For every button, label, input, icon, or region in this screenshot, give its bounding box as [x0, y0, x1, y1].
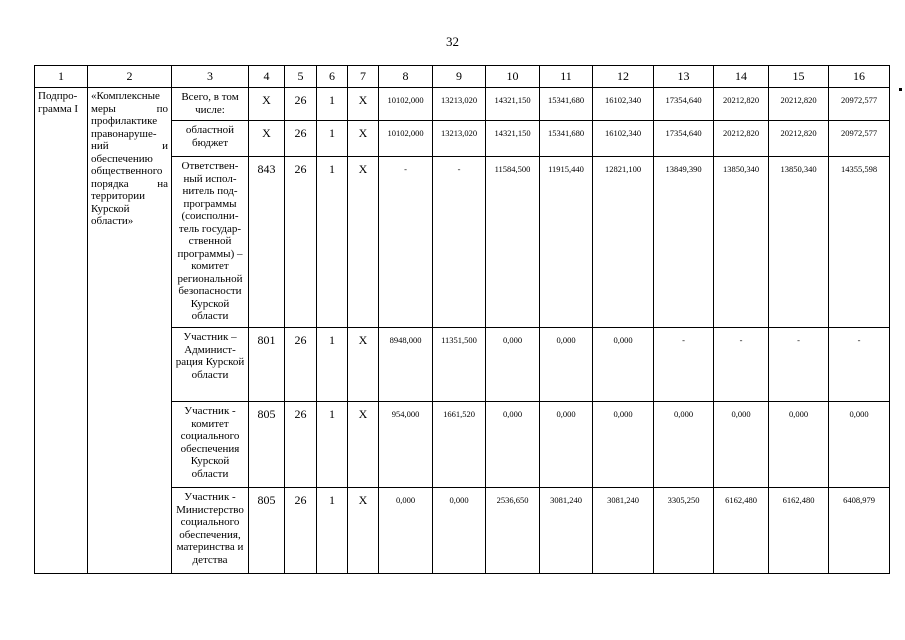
code-cell: Х	[348, 157, 379, 328]
header-cell: 11	[540, 66, 593, 88]
subprogram-label: Подпро-грамма I	[35, 88, 88, 574]
value-cell: 10102,000	[379, 121, 433, 157]
header-cell: 12	[593, 66, 654, 88]
value-cell: 0,000	[540, 402, 593, 488]
value-cell: 0,000	[593, 328, 654, 402]
page-number: 32	[446, 34, 459, 49]
value-cell: 0,000	[486, 402, 540, 488]
value-cell: -	[714, 328, 769, 402]
value-cell: 0,000	[486, 328, 540, 402]
code-cell: 26	[285, 488, 317, 574]
value-cell: 20212,820	[769, 88, 829, 121]
code-cell: 1	[317, 488, 348, 574]
value-cell: 15341,680	[540, 121, 593, 157]
value-cell: 16102,340	[593, 88, 654, 121]
code-cell: 805	[249, 488, 285, 574]
value-cell: 0,000	[829, 402, 890, 488]
code-cell: Х	[348, 328, 379, 402]
value-cell: 6408,979	[829, 488, 890, 574]
value-cell: -	[769, 328, 829, 402]
value-cell: 13849,390	[654, 157, 714, 328]
subprogram-description: «Комплексные меры по профилактике правонаруше-ний и обеспечению общественного порядка на территории Курской области»	[88, 88, 172, 574]
value-cell: 1661,520	[433, 402, 486, 488]
header-cell: 6	[317, 66, 348, 88]
value-cell: 6162,480	[714, 488, 769, 574]
code-cell: 1	[317, 328, 348, 402]
header-cell: 16	[829, 66, 890, 88]
value-cell: 12821,100	[593, 157, 654, 328]
value-cell: 20212,820	[769, 121, 829, 157]
executor-cell: Участник - комитет социального обеспечения Курской области	[172, 402, 249, 488]
value-cell: -	[379, 157, 433, 328]
header-cell: 7	[348, 66, 379, 88]
value-cell: 13213,020	[433, 121, 486, 157]
code-cell: 843	[249, 157, 285, 328]
code-cell: Х	[348, 402, 379, 488]
value-cell: 14321,150	[486, 88, 540, 121]
value-cell: 14355,598	[829, 157, 890, 328]
header-cell: 2	[88, 66, 172, 88]
header-cell: 5	[285, 66, 317, 88]
header-cell: 15	[769, 66, 829, 88]
executor-cell: Всего, в том числе:	[172, 88, 249, 121]
code-cell: 26	[285, 402, 317, 488]
value-cell: 13850,340	[714, 157, 769, 328]
value-cell: 20972,577	[829, 88, 890, 121]
value-cell: 17354,640	[654, 88, 714, 121]
value-cell: 20972,577	[829, 121, 890, 157]
code-cell: 26	[285, 88, 317, 121]
code-cell: Х	[348, 488, 379, 574]
header-cell: 4	[249, 66, 285, 88]
value-cell: 3081,240	[593, 488, 654, 574]
value-cell: 16102,340	[593, 121, 654, 157]
value-cell: -	[829, 328, 890, 402]
code-cell: Х	[249, 121, 285, 157]
code-cell: Х	[348, 88, 379, 121]
header-cell: 1	[35, 66, 88, 88]
code-cell: 1	[317, 121, 348, 157]
code-cell: 1	[317, 402, 348, 488]
executor-cell: Участник – Админист-рация Курской области	[172, 328, 249, 402]
budget-table	[34, 65, 890, 574]
header-cell: 9	[433, 66, 486, 88]
value-cell: 0,000	[433, 488, 486, 574]
value-cell: -	[433, 157, 486, 328]
value-cell: 3305,250	[654, 488, 714, 574]
value-cell: 0,000	[379, 488, 433, 574]
value-cell: 20212,820	[714, 121, 769, 157]
value-cell: 15341,680	[540, 88, 593, 121]
value-cell: 20212,820	[714, 88, 769, 121]
header-cell: 13	[654, 66, 714, 88]
value-cell: 11351,500	[433, 328, 486, 402]
value-cell: 17354,640	[654, 121, 714, 157]
value-cell: 11915,440	[540, 157, 593, 328]
code-cell: 801	[249, 328, 285, 402]
code-cell: 26	[285, 157, 317, 328]
value-cell: 0,000	[654, 402, 714, 488]
value-cell: 13213,020	[433, 88, 486, 121]
value-cell: 0,000	[593, 402, 654, 488]
code-cell: Х	[249, 88, 285, 121]
header-cell: 8	[379, 66, 433, 88]
value-cell: 6162,480	[769, 488, 829, 574]
header-cell: 14	[714, 66, 769, 88]
value-cell: 0,000	[540, 328, 593, 402]
value-cell: 0,000	[714, 402, 769, 488]
header-cell: 10	[486, 66, 540, 88]
table-row	[35, 88, 890, 121]
code-cell: 26	[285, 328, 317, 402]
code-cell: 26	[285, 121, 317, 157]
header-cell: 3	[172, 66, 249, 88]
executor-cell: Ответствен-ный испол-нитель под-программы (соисполни-тель государ-ственной программы) – комитет региональной безопасности Курской области	[172, 157, 249, 328]
executor-cell: областной бюджет	[172, 121, 249, 157]
value-cell: 954,000	[379, 402, 433, 488]
scan-mark	[899, 88, 902, 91]
value-cell: 13850,340	[769, 157, 829, 328]
header-row	[35, 66, 890, 88]
value-cell: 10102,000	[379, 88, 433, 121]
code-cell: 1	[317, 157, 348, 328]
value-cell: -	[654, 328, 714, 402]
executor-cell: Участник - Министерство социального обеспечения, материнства и детства	[172, 488, 249, 574]
value-cell: 14321,150	[486, 121, 540, 157]
code-cell: 805	[249, 402, 285, 488]
value-cell: 8948,000	[379, 328, 433, 402]
value-cell: 2536,650	[486, 488, 540, 574]
code-cell: 1	[317, 88, 348, 121]
value-cell: 0,000	[769, 402, 829, 488]
value-cell: 3081,240	[540, 488, 593, 574]
code-cell: Х	[348, 121, 379, 157]
value-cell: 11584,500	[486, 157, 540, 328]
